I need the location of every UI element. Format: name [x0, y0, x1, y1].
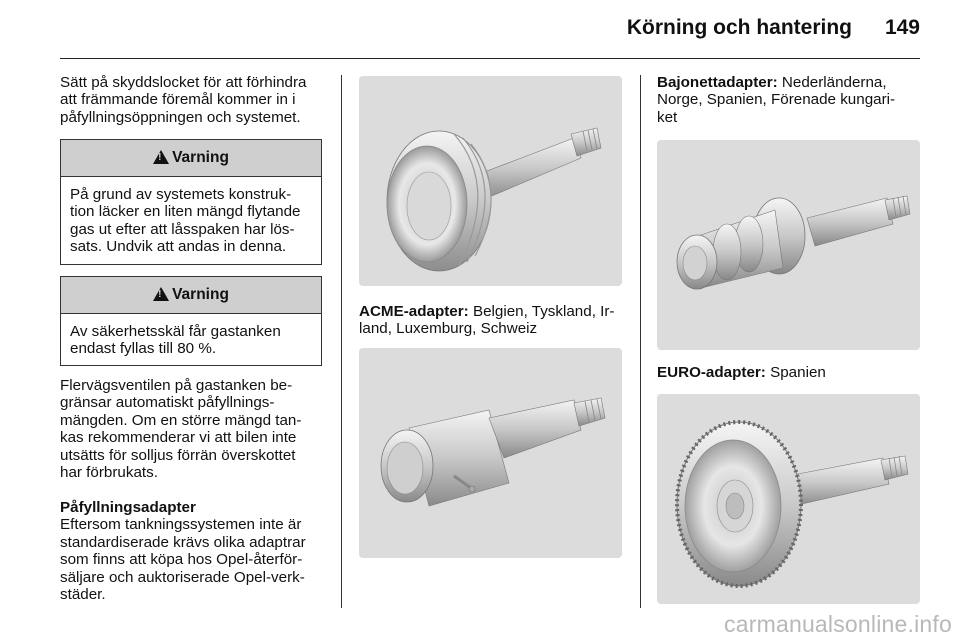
second-adapter-figure: [359, 348, 622, 558]
warning-box-2: [60, 276, 322, 366]
bayonet-adapter-caption: Bajonettadapter: Nederländerna, Norge, Spanien, Förenade kungari- ket: [657, 74, 896, 126]
acme-adapter-caption: ACME-adapter: Belgien, Tyskland, Ir- land, Luxemburg, Schweiz: [359, 303, 615, 338]
warning-box-1: [60, 139, 322, 265]
watermark: carmanualsonline.info: [724, 611, 952, 637]
adapter-section: Påfyllningsadapter Eftersom tankningssystemen inte är standardiserade krävs olika adaptrar som finns att köpa hos Opel-återför- säljare och auktoriserade Opel-verk- städer.: [60, 499, 306, 604]
warning-text: På grund av systemets konstruk- tion läcker en liten mängd flytande gas ut efter att låsspaken har lös- sats. Undvik att andas in denna.: [70, 186, 301, 256]
warning-triangle-icon: [153, 287, 169, 301]
warning-title: Varning: [172, 286, 229, 303]
column-divider-1: [341, 75, 342, 608]
euro-adapter-figure: [657, 394, 920, 604]
intro-paragraph: Sätt på skyddslocket för att förhindra att främmande föremål kommer in i påfyllningsöppningen och systemet.: [60, 74, 307, 126]
acme-adapter-figure: [359, 76, 622, 286]
adapter-illustration: [359, 348, 622, 558]
euro-adapter-illustration: [657, 394, 920, 604]
warning-header: [61, 140, 321, 177]
warning-triangle-icon: [153, 150, 169, 164]
header-rule: [60, 58, 920, 59]
warning-text: Av säkerhetsskäl får gastanken endast fyllas till 80 %.: [70, 323, 281, 358]
caption-label: ACME-adapter:: [359, 303, 469, 320]
bayonet-adapter-illustration: [657, 140, 920, 350]
acme-adapter-illustration: [359, 76, 622, 286]
section-heading: Påfyllningsadapter: [60, 499, 196, 516]
valve-paragraph: Flervägsventilen på gastanken be- gränsar automatiskt påfyllnings- mängden. Om en större mängd tan- kas rekommenderar vi att bilen inte utsätts för solljus förrän överskottet har förbrukats.: [60, 377, 302, 482]
bayonet-adapter-figure: [657, 140, 920, 350]
warning-title: Varning: [172, 149, 229, 166]
euro-adapter-caption: EURO-adapter: Spanien: [657, 364, 826, 381]
column-divider-2: [640, 75, 641, 608]
page-title: Körning och hantering: [626, 16, 852, 39]
caption-label: EURO-adapter:: [657, 364, 766, 381]
warning-header: [61, 277, 321, 314]
page-number: 149: [884, 16, 920, 39]
caption-label: Bajonettadapter:: [657, 74, 778, 91]
